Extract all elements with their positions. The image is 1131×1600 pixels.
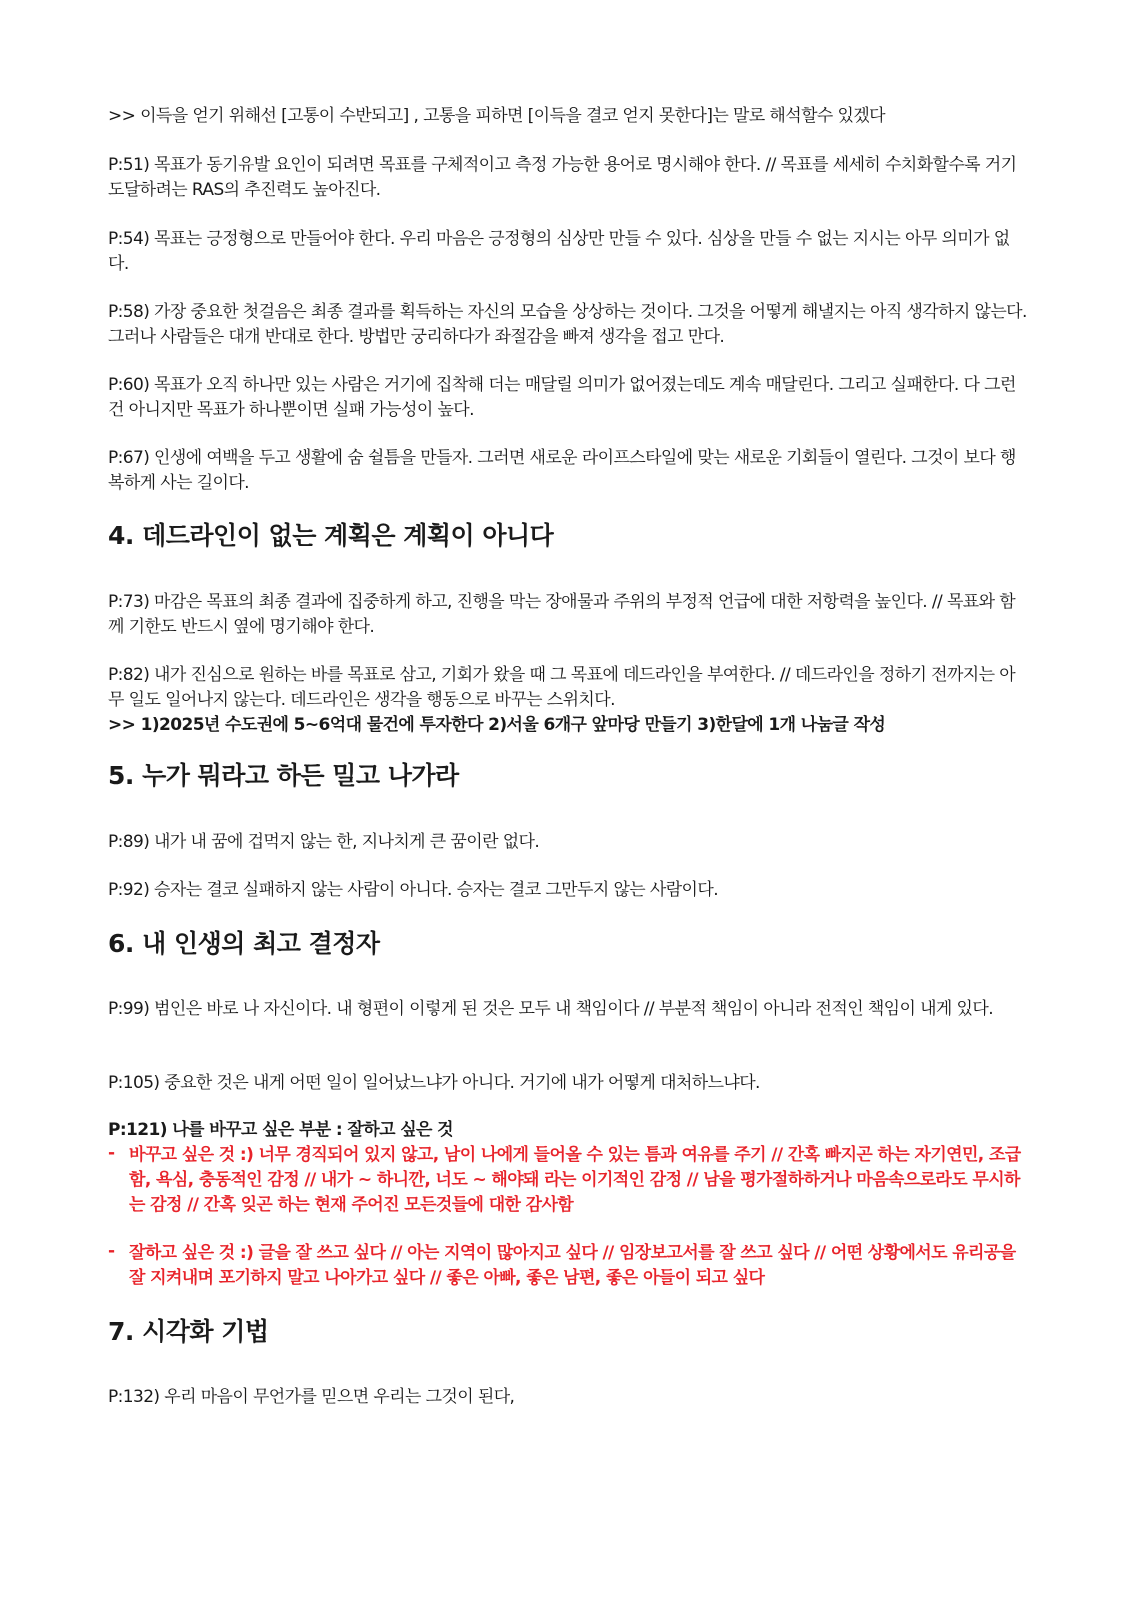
paragraph-text: P:121) 나를 바꾸고 싶은 부분 : 잘하고 싶은 것 — [108, 1120, 453, 1140]
paragraph-p60 — [108, 373, 1028, 423]
paragraph-p73 — [108, 590, 1028, 640]
list-item-improve — [108, 1241, 1028, 1291]
paragraph-p105 — [108, 1071, 1028, 1096]
paragraph-p54 — [108, 227, 1028, 277]
heading-text: 6. 내 인생의 최고 결정자 — [108, 929, 380, 958]
paragraph-text: P:89) 내가 내 꿈에 겁먹지 않는 한, 지나치게 큰 꿈이란 없다. — [108, 832, 540, 852]
section-heading-5 — [108, 760, 1028, 792]
goal-list-bold: >> 1)2025년 수도권에 5~6억대 물건에 투자한다 2)서울 6개구 앞마당 만들기 3)한달에 1개 나눔글 작성 — [108, 715, 886, 735]
paragraph-p92 — [108, 878, 1028, 903]
list-item-change — [108, 1143, 1028, 1218]
section-heading-4 — [108, 520, 1028, 552]
heading-text: 4. 데드라인이 없는 계획은 계획이 아니다 — [108, 521, 554, 550]
paragraph-p51 — [108, 153, 1028, 203]
bullet-dash: - — [108, 1241, 116, 1261]
paragraph-text: P:51) 목표가 동기유발 요인이 되려면 목표를 구체적이고 측정 가능한 용어로 명시해야 한다. // 목표를 세세히 수치화할수록 거기 도달하려는 RAS의 추진력도 높아진다. — [108, 155, 1017, 200]
list-item-text: 바꾸고 싶은 것 :) 너무 경직되어 있지 않고, 남이 나에게 들어올 수 있는 틈과 여유를 주기 // 간혹 빠지곤 하는 자기연민, 조급함, 욕심, 충동적인 감정 // 내가 ~ 하니깐, 너도 ~ 해야돼 라는 이기적인 감정 // 남을 평가절하하거나 마음속으로라도 무시하는 감정 // 간혹 잊곤 하는 현재 주어진 모든것들에 대한 감사함 — [129, 1145, 1021, 1215]
paragraph-text: P:58) 가장 중요한 첫걸음은 최종 결과를 획득하는 자신의 모습을 상상하는 것이다. 그것을 어떻게 해낼지는 아직 생각하지 않는다. 그러나 사람들은 대개 반대로 한다. 방법만 궁리하다가 좌절감을 빠져 생각을 접고 만다. — [108, 302, 1027, 347]
paragraph-intro: >> 이득을 얻기 위해선 [고통이 수반되고] , 고통을 피하면 [이득을 결코 얻지 못한다]는 말로 해석할수 있겠다 — [108, 106, 885, 126]
section-heading-7 — [108, 1316, 1028, 1348]
section-heading-6 — [108, 928, 1028, 960]
bullet-dash: - — [108, 1143, 116, 1163]
paragraph-text: P:99) 범인은 바로 나 자신이다. 내 형편이 이렇게 된 것은 모두 내 책임이다 // 부분적 책임이 아니라 전적인 책임이 내게 있다. — [108, 999, 993, 1019]
list-item-text: 잘하고 싶은 것 :) 글을 잘 쓰고 싶다 // 아는 지역이 많아지고 싶다 // 임장보고서를 잘 쓰고 싶다 // 어떤 상황에서도 유리공을 잘 지켜내며 포기하지 말고 나아가고 싶다 // 좋은 아빠, 좋은 남편, 좋은 아들이 되고 싶다 — [129, 1243, 1016, 1288]
paragraph-text: P:73) 마감은 목표의 최종 결과에 집중하게 하고, 진행을 막는 장애물과 주위의 부정적 언급에 대한 저항력을 높인다. // 목표와 함께 기한도 반드시 옆에 명기해야 한다. — [108, 592, 1016, 637]
paragraph-text: P:54) 목표는 긍정형으로 만들어야 한다. 우리 마음은 긍정형의 심상만 만들 수 있다. 심상을 만들 수 없는 지시는 아무 의미가 없다. — [108, 229, 1010, 274]
paragraph-text: P:67) 인생에 여백을 두고 생활에 숨 쉴틈을 만들자. 그러면 새로운 라이프스타일에 맞는 새로운 기회들이 열린다. 그것이 보다 행복하게 사는 길이다. — [108, 448, 1016, 493]
paragraph-text: P:105) 중요한 것은 내게 어떤 일이 일어났느냐가 아니다. 거기에 내가 어떻게 대처하느냐다. — [108, 1073, 760, 1093]
paragraph-text: P:132) 우리 마음이 무언가를 믿으면 우리는 그것이 된다, — [108, 1387, 515, 1407]
paragraph-p82 — [108, 663, 1028, 738]
paragraph-p67 — [108, 446, 1028, 496]
paragraph-text: P:60) 목표가 오직 하나만 있는 사람은 거기에 집착해 더는 매달릴 의미가 없어졌는데도 계속 매달린다. 그리고 실패한다. 다 그런건 아니지만 목표가 하나뿐이면 실패 가능성이 높다. — [108, 375, 1016, 420]
heading-text: 5. 누가 뭐라고 하든 밀고 나가라 — [108, 761, 459, 790]
paragraph-p132 — [108, 1385, 1028, 1410]
paragraph-p121 — [108, 1118, 1028, 1143]
paragraph-p58 — [108, 300, 1028, 350]
heading-text: 7. 시각화 기법 — [108, 1317, 269, 1346]
paragraph-p99 — [108, 997, 1028, 1022]
intro-paragraph — [108, 104, 1028, 129]
paragraph-text: P:92) 승자는 결코 실패하지 않는 사람이 아니다. 승자는 결코 그만두지 않는 사람이다. — [108, 880, 718, 900]
paragraph-p89 — [108, 830, 1028, 855]
paragraph-text: P:82) 내가 진심으로 원하는 바를 목표로 삼고, 기회가 왔을 때 그 목표에 데드라인을 부여한다. // 데드라인을 정하기 전까지는 아무 일도 일어나지 않는다. 데드라인은 생각을 행동으로 바꾸는 스위치다. — [108, 665, 1016, 710]
